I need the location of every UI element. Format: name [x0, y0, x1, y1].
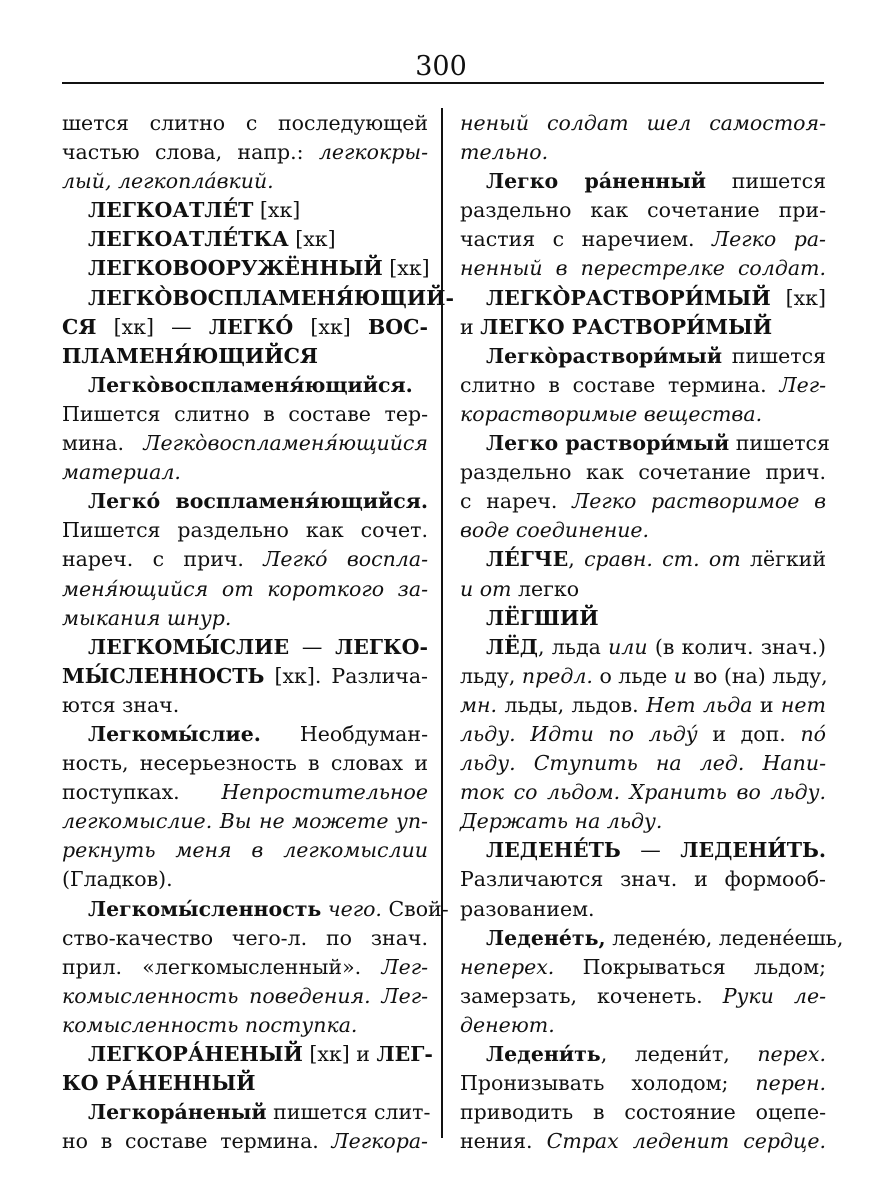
text-segment: ненный в перестрелке солдат. — [460, 256, 826, 281]
text-segment: рекнуть меня в легкомыслии — [62, 838, 428, 863]
text-segment: легкомыслие. Вы не можете уп- — [62, 809, 428, 834]
text-segment: Нет льда — [646, 692, 753, 717]
text-segment: Свой- — [381, 896, 449, 921]
text-segment: , льда — [537, 634, 609, 659]
text-segment: ЛЕДЕНИ́ТЬ. — [680, 838, 826, 863]
text-segment: [хк] и — [302, 1042, 377, 1066]
text-segment: ледене́ю, ледене́ешь, — [605, 925, 844, 950]
text-segment: раздельно как сочетание при- — [460, 198, 826, 223]
text-segment: льды, льдов. — [497, 692, 647, 717]
text-segment: нареч. с прич. — [62, 547, 264, 572]
text-line — [62, 545, 428, 574]
text-line — [62, 1040, 433, 1069]
text-segment: Легко ра- — [712, 227, 826, 252]
text-line — [460, 487, 826, 516]
text-segment: ЛЕ́ГЧЕ — [486, 547, 569, 572]
text-segment: Ледени́ть — [486, 1042, 601, 1066]
left-column — [62, 109, 454, 1156]
text-segment: Легко̀раствори́мый — [486, 343, 723, 368]
text-line — [62, 895, 449, 924]
text-segment: ЛЕГКО РАСТВОРИ́МЫЙ — [480, 314, 773, 339]
text-segment: материал. — [62, 460, 181, 485]
text-segment: КО РА́НЕННЫЙ — [62, 1071, 256, 1096]
text-line — [62, 720, 428, 749]
text-segment: и от — [460, 576, 512, 601]
text-line — [460, 342, 826, 371]
text-line — [62, 953, 428, 982]
text-line — [62, 400, 428, 429]
text-segment: Ледене́ть, — [486, 925, 606, 950]
text-line — [460, 516, 826, 545]
text-segment: ЛЕГКО̀РАСТВОРИ́МЫЙ — [486, 285, 771, 310]
text-segment: (в колич. знач.) — [647, 634, 826, 659]
text-segment: Легко ра́ненный — [486, 169, 706, 194]
text-segment: Страх леденит сердце. — [546, 1129, 826, 1154]
text-segment: Держать на льду. — [460, 809, 663, 834]
text-segment: Легкора- — [331, 1129, 428, 1154]
text-segment: ПЛАМЕНЯ́ЮЩИЙСЯ — [62, 343, 318, 368]
text-segment: ство-качество чего-л. по знач. — [62, 925, 428, 950]
text-line — [62, 342, 428, 371]
text-line — [460, 313, 826, 342]
text-segment: ток со льдом. Хранить во льду. — [460, 780, 826, 805]
text-segment: Пронизывать холодом; — [460, 1071, 756, 1096]
text-line — [460, 865, 826, 894]
text-segment: [хк] — [253, 198, 301, 223]
text-segment: приводить в состояние оцепе- — [460, 1100, 826, 1125]
text-segment: Покрываться льдом; — [554, 954, 826, 979]
text-line — [62, 371, 428, 400]
text-segment: замерзать, коченеть. — [460, 983, 723, 1008]
text-segment: ЛЕГКО̀ВОСПЛАМЕНЯ́ЮЩИЙ- — [88, 285, 454, 310]
text-line — [460, 778, 826, 807]
text-segment: комысленность поведения. Лег- — [62, 983, 428, 1008]
text-line — [460, 138, 826, 167]
text-segment: ЛЕГКО́ — [208, 314, 294, 339]
text-line — [460, 196, 826, 225]
text-segment: пишется — [729, 431, 830, 456]
text-segment: Легко́ воспламеня́ющийся. — [88, 489, 428, 514]
text-line — [62, 604, 428, 633]
text-segment: по́ — [800, 721, 826, 746]
text-segment: льду. Ступить на лед. Напи- — [460, 751, 826, 776]
text-segment: Легкомы́сленность — [88, 896, 322, 921]
text-line — [460, 167, 826, 196]
text-segment: слитно в составе термина. — [460, 372, 780, 397]
text-line — [62, 254, 428, 283]
text-segment: [хк] — [293, 314, 368, 339]
text-segment: мыкания шнур. — [62, 605, 232, 630]
text-line — [62, 138, 428, 167]
text-segment: шется слитно с последующей — [62, 111, 428, 135]
text-line — [460, 458, 826, 487]
text-segment: Легко растворимое в — [572, 489, 826, 514]
text-segment: Лег- — [381, 954, 428, 979]
text-segment: корастворимые вещества. — [460, 401, 763, 426]
column-divider — [441, 108, 443, 1138]
text-segment: (Гладков). — [62, 867, 173, 892]
text-segment: мина. — [62, 431, 144, 456]
text-segment: [хк] — [288, 227, 336, 252]
text-line — [62, 662, 428, 691]
text-segment: льду. Идти по льду́ — [460, 721, 698, 746]
text-segment: пишется — [722, 343, 826, 368]
text-segment: Легко̀воспламеня́ющийся — [143, 431, 428, 456]
text-line — [460, 633, 826, 662]
text-segment: [хк] — [382, 256, 430, 281]
text-line — [460, 691, 826, 720]
text-line — [460, 982, 826, 1011]
text-segment: пишется слит- — [266, 1100, 431, 1125]
text-line — [460, 662, 826, 691]
text-segment: Пишется раздельно как сочет. — [62, 518, 428, 543]
text-segment: и — [460, 314, 481, 339]
text-line — [62, 167, 428, 196]
text-segment: Пишется слитно в составе тер- — [62, 401, 428, 426]
text-line — [62, 749, 428, 778]
text-line — [460, 371, 826, 400]
text-segment: о льде — [592, 663, 674, 688]
text-segment: Легко́ воспла- — [263, 547, 428, 572]
text-segment: но в составе термина. — [62, 1129, 332, 1154]
text-line — [62, 633, 428, 662]
text-line — [460, 225, 826, 254]
text-segment: и — [752, 692, 781, 717]
text-segment: легкокры- — [318, 140, 428, 165]
text-segment: разованием. — [460, 896, 595, 921]
text-line — [62, 1011, 428, 1040]
text-line — [460, 953, 826, 982]
text-line — [460, 720, 826, 749]
text-segment: ЛЕГКОВООРУЖЁННЫЙ — [88, 256, 383, 281]
text-segment: комысленность поступка. — [62, 1012, 358, 1037]
text-segment: пишется — [706, 169, 826, 194]
text-segment: ЛЕГКО- — [335, 634, 428, 659]
header-rule — [62, 82, 824, 84]
text-segment: ЛЕДЕНЕ́ТЬ — [486, 838, 621, 863]
text-segment: легко — [511, 576, 580, 601]
text-line — [62, 1069, 428, 1098]
text-line — [460, 575, 826, 604]
text-line — [62, 836, 428, 865]
text-line — [62, 691, 428, 720]
text-segment: ЛЁГШИЙ — [486, 605, 599, 630]
text-line — [460, 429, 830, 458]
text-segment: ЛЕГКОРА́НЕНЫЙ — [88, 1042, 303, 1066]
text-segment: неный солдат шел самостоя- — [460, 111, 826, 135]
text-segment: прил. «легкомысленный». — [62, 954, 382, 979]
text-segment: мн. — [460, 692, 498, 717]
text-segment: льду, — [460, 663, 522, 688]
text-segment: , — [568, 547, 585, 572]
text-line — [460, 924, 844, 953]
text-segment: частью слова, напр.: — [62, 140, 319, 165]
text-line — [62, 1098, 431, 1127]
text-segment: Легко̀воспламеня́ющийся. — [88, 372, 413, 397]
text-line — [460, 284, 826, 313]
text-segment: [хк] — — [96, 314, 209, 339]
text-segment: ЛЁД — [486, 634, 538, 659]
text-line — [62, 313, 428, 342]
text-line — [62, 807, 428, 836]
text-line — [62, 516, 428, 545]
text-segment: ность, несерьезность в словах и — [62, 751, 428, 776]
text-segment: Легкомы́слие. — [88, 721, 261, 746]
text-line — [460, 254, 826, 283]
text-segment: ЛЕГ- — [376, 1042, 433, 1066]
text-line — [460, 895, 826, 924]
text-line — [62, 865, 428, 894]
text-line — [460, 1040, 826, 1069]
text-line — [460, 1127, 826, 1156]
text-line — [62, 225, 428, 254]
text-segment: — — [289, 634, 336, 659]
text-segment: лёгкий — [740, 547, 826, 572]
text-segment: нет — [780, 692, 826, 717]
text-line — [460, 400, 826, 429]
text-segment: меня́ющийся от короткого за- — [62, 576, 428, 601]
text-line — [460, 1011, 826, 1040]
text-line — [62, 196, 428, 225]
text-segment: Легко раствори́мый — [486, 431, 730, 456]
text-segment: МЫ́СЛЕННОСТЬ — [62, 663, 265, 688]
text-line — [460, 109, 826, 138]
page-number: 300 — [415, 51, 467, 82]
text-segment: тельно. — [460, 140, 549, 165]
text-segment: и — [673, 663, 687, 688]
text-segment: перен. — [755, 1071, 826, 1096]
text-line — [62, 487, 428, 516]
text-line — [62, 458, 428, 487]
text-segment: ЛЕГКОАТЛЕ́Т — [88, 198, 254, 223]
text-segment: перех. — [757, 1042, 826, 1066]
text-line — [62, 924, 428, 953]
text-segment: Непростительное — [221, 780, 428, 805]
text-line — [460, 836, 826, 865]
text-line — [62, 109, 428, 138]
text-segment: ЛЕГКОАТЛЕ́ТКА — [88, 227, 289, 252]
text-segment: лый, легкопла́вкий. — [62, 169, 274, 194]
text-segment: [хк]. Различа- — [264, 663, 428, 688]
text-segment: денеют. — [460, 1012, 555, 1037]
text-line — [460, 1098, 826, 1127]
text-segment: раздельно как сочетание прич. — [460, 460, 826, 485]
text-line — [62, 575, 428, 604]
text-segment: или — [608, 634, 648, 659]
text-segment: , ледени́т, — [600, 1042, 758, 1066]
text-segment: нения. — [460, 1129, 547, 1154]
text-segment: ЛЕГКОМЫ́СЛИЕ — [88, 634, 290, 659]
text-segment: [хк] — [770, 285, 826, 310]
text-line — [460, 1069, 826, 1098]
text-segment: Лег- — [779, 372, 826, 397]
text-segment: сравн. ст. от — [584, 547, 741, 572]
text-line — [62, 429, 428, 458]
text-line — [460, 749, 826, 778]
text-segment: Необдуман- — [260, 721, 428, 746]
text-line — [62, 284, 454, 313]
text-segment: Руки ле- — [722, 983, 826, 1008]
text-segment: Различаются знач. и формооб- — [460, 867, 826, 892]
right-column — [460, 109, 844, 1156]
text-segment: ются знач. — [62, 692, 180, 717]
text-line — [460, 545, 826, 574]
text-segment: и доп. — [697, 721, 801, 746]
text-segment: поступках. — [62, 780, 222, 805]
text-segment: — — [620, 838, 681, 863]
text-segment: чего. — [321, 896, 382, 921]
text-segment: частия с наречием. — [460, 227, 713, 252]
text-segment: Легкора́неный — [88, 1100, 267, 1125]
text-line — [62, 1127, 428, 1156]
text-segment: СЯ — [62, 314, 97, 339]
text-segment: во (на) льду, — [686, 663, 828, 688]
text-line — [62, 778, 428, 807]
text-segment: с нареч. — [460, 489, 573, 514]
text-line — [460, 604, 826, 633]
text-segment: неперех. — [460, 954, 555, 979]
text-segment: воде соединение. — [460, 518, 650, 543]
text-segment: ВОС- — [367, 314, 428, 339]
text-segment: предл. — [521, 663, 593, 688]
text-line — [460, 807, 826, 836]
text-line — [62, 982, 428, 1011]
